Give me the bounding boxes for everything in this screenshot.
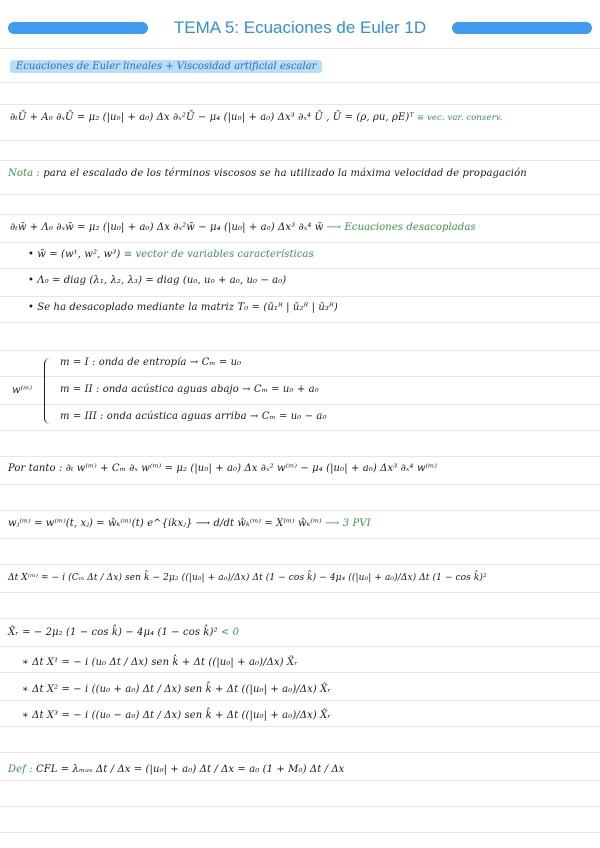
xr-note: < 0: [220, 627, 240, 638]
modal-note: ⟶ 3 PVI: [325, 518, 371, 529]
modal-equation-text: wⱼ⁽ᵐ⁾ = w⁽ᵐ⁾(t, xⱼ) = ŵₖ⁽ᵐ⁾(t) e^{ikxⱼ} ⟶ d/dt ŵₖ⁽ᵐ⁾ = X⁽ᵐ⁾ ŵₖ⁽ᵐ⁾: [8, 518, 322, 529]
decoupled-equation: [10, 222, 476, 233]
bullet-matrix: • Se ha desacoplado mediante la matriz T₀ = (ū₁ᴿ | ū₂ᴿ | ū₃ᴿ): [28, 302, 338, 313]
case-upstream: m = III : onda acústica aguas arriba → Cₘ = u₀ − a₀: [60, 411, 327, 422]
conserved-vector-note: ≡ vec. var. conserv.: [416, 113, 503, 123]
decoupled-note: ⟶ Ecuaciones desacopladas: [326, 222, 476, 233]
bullet1-note: ≡ vector de variables características: [123, 249, 314, 260]
case-entropy: m = I : onda de entropía → Cₘ = u₀: [60, 357, 242, 368]
star-eq-1: ∗ Δt X¹ = − i (u₀ Δt / Δx) sen k̂ + Δt ((|u₀| + a₀)/Δx) X̃ᵣ: [22, 657, 298, 668]
conserved-vector-def: Ū = (ρ, ρu, ρE)ᵀ: [332, 112, 414, 123]
xr-equation-text: X̃ᵣ = − 2μ₂ (1 − cos k̂) − 4μ₄ (1 − cos k̂)²: [8, 627, 218, 638]
section-subtitle: Ecuaciones de Euler lineales + Viscosidad artificial escalar: [10, 60, 322, 73]
por-tanto-equation: Por tanto : ∂ₜ w⁽ᵐ⁾ + Cₘ ∂ₓ w⁽ᵐ⁾ = μ₂ (|u₀| + a₀) Δx ∂ₓ² w⁽ᵐ⁾ − μ₄ (|u₀| + a₀) Δx³ ∂ₓ⁴ w⁽ᵐ⁾: [8, 463, 437, 474]
def-label: Def :: [8, 764, 33, 775]
page-title: TEMA 5: Ecuaciones de Euler 1D: [173, 18, 427, 37]
dtx-equation: Δt X⁽ᵐ⁾ = − i (Cₘ Δt / Δx) sen k̂ − 2μ₂ ((|u₀| + a₀)/Δx) Δt (1 − cos k̂) − 4μ₄ ((|u₀| + a₀)/Δx) Δt (1 − cos k̂)²: [8, 573, 487, 583]
wm-symbol: w⁽ᵐ⁾: [12, 385, 33, 396]
cfl-text: CFL = λₘₐₓ Δt / Δx = (|u₀| + a₀) Δt / Δx = a₀ (1 + M₀) Δt / Δx: [35, 764, 345, 775]
note-text: para el escalado de los términos viscosos se ha utilizado la máxima velocidad de propagación: [43, 168, 527, 179]
cfl-definition: [8, 764, 344, 775]
euler-equation: [10, 112, 502, 123]
note-label: Nota :: [8, 168, 40, 179]
modal-equation: [8, 518, 371, 529]
star-eq-3: ∗ Δt X³ = − i ((u₀ − a₀) Δt / Δx) sen k̂ + Δt ((|u₀| + a₀)/Δx) X̃ᵣ: [22, 710, 331, 721]
bullet-diag: • Λ₀ = diag (λ₁, λ₂, λ₃) = diag (u₀, u₀ + a₀, u₀ − a₀): [28, 275, 287, 286]
case-downstream: m = II : onda acústica aguas abajo → Cₘ = u₀ + a₀: [60, 384, 319, 395]
star-eq-2: ∗ Δt X² = − i ((u₀ + a₀) Δt / Δx) sen k̂ + Δt ((|u₀| + a₀)/Δx) X̃ᵣ: [22, 684, 331, 695]
cases-brace: [44, 358, 53, 424]
decoupled-equation-text: ∂ₜw̄ + Λ₀ ∂ₓw̄ = μ₂ (|u₀| + a₀) Δx ∂ₓ²w̄ − μ₄ (|u₀| + a₀) Δx³ ∂ₓ⁴ w̄: [10, 222, 324, 233]
bullet1-text: • w̄ = (w¹, w², w³): [28, 249, 124, 260]
euler-equation-text: ∂ₜŪ + A₀ ∂ₓŪ = μ₂ (|u₀| + a₀) Δx ∂ₓ²Ū − μ₄ (|u₀| + a₀) Δx³ ∂ₓ⁴ Ū ,: [10, 112, 330, 123]
note-line: [8, 168, 527, 179]
bullet-characteristic-vars: [28, 249, 314, 260]
xr-equation: [8, 627, 239, 638]
